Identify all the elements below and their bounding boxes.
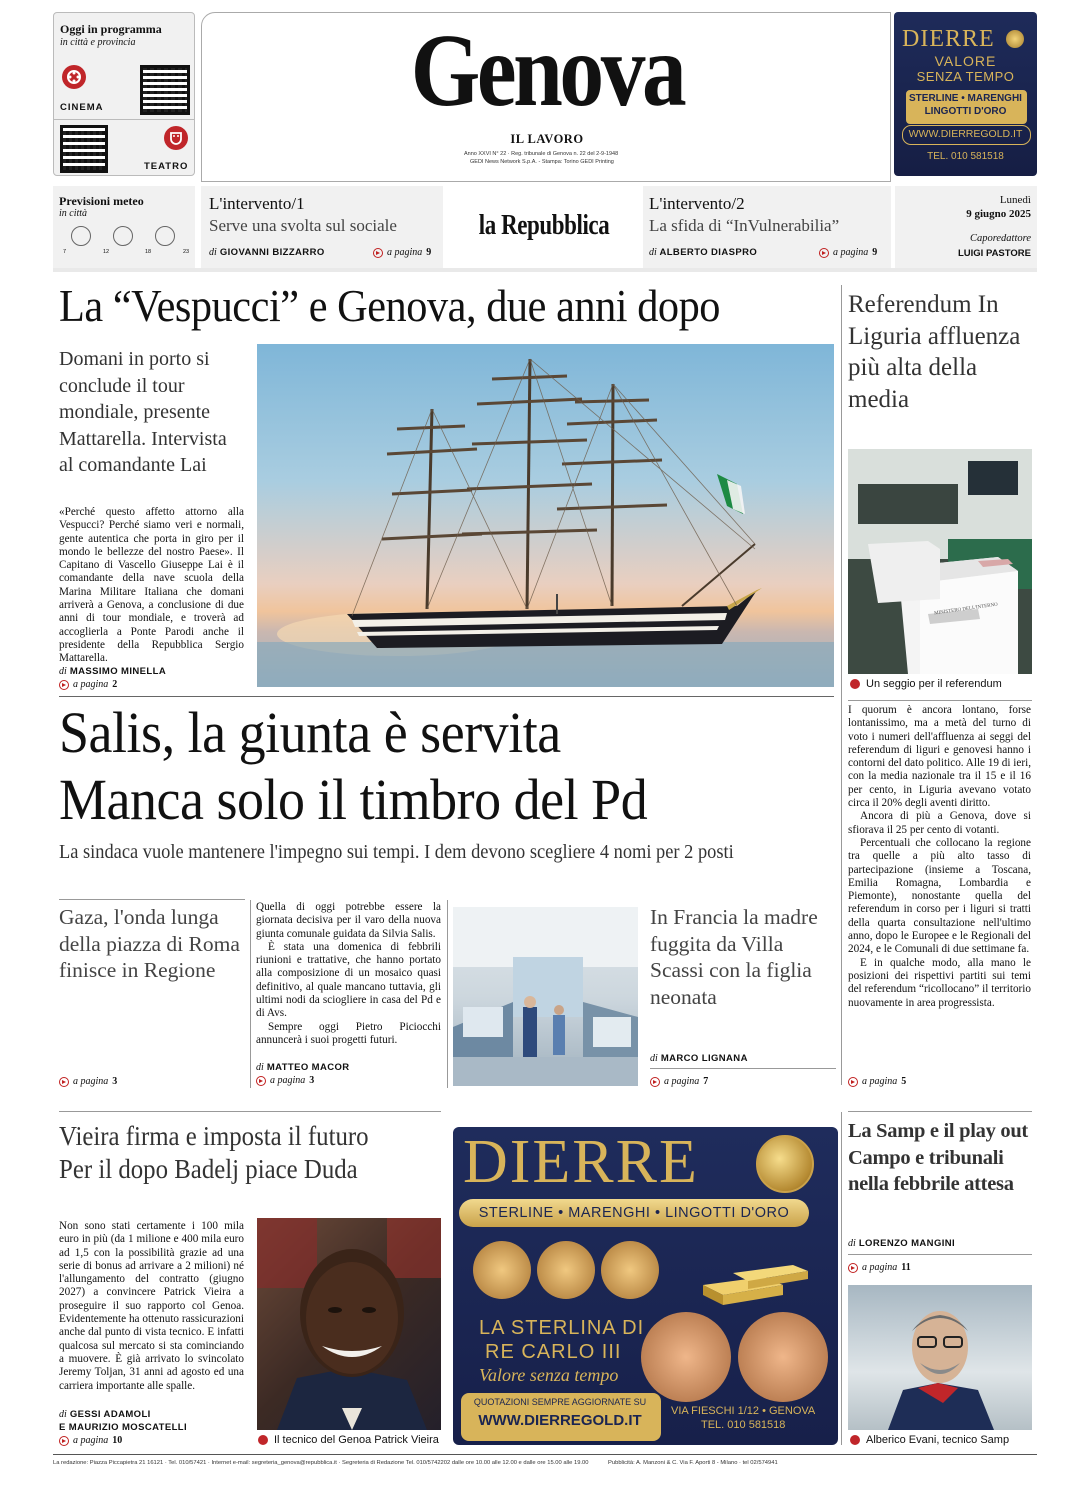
camera-icon: [850, 1435, 860, 1445]
giunta-para-1: Quella di oggi potrebbe essere la giornata decisiva per il varo della nuova giunta comunale guidata da Silvia Salis.: [256, 901, 441, 940]
footer-pubblicita: Pubblicità: A. Manzoni & C. Via F. Aporti 8 - Milano · tel 02/574941: [608, 1460, 778, 1466]
samp-title[interactable]: La Samp e il play out Campo e tribunali nella febbrile attesa: [848, 1120, 1028, 1195]
ad-top-dierre[interactable]: [894, 12, 1037, 176]
ad-top-url: WWW.DIERREGOLD.IT: [908, 128, 1023, 140]
intervento-1-byline: di GIOVANNI BIZZARRO: [209, 247, 325, 258]
teatro-icon: [164, 126, 188, 150]
meteo-sub: in città: [59, 208, 88, 219]
intervento-2-byline: di ALBERTO DIASPRO: [649, 247, 758, 258]
gaza-title[interactable]: Gaza, l'onda lunga della piazza di Roma finisce in Regione: [59, 905, 240, 982]
arrow-icon: [650, 1077, 660, 1087]
masthead-subtitle: IL LAVORO: [510, 132, 584, 146]
samp-byline: di LORENZO MANGINI: [848, 1238, 956, 1249]
date-box: [895, 186, 1037, 268]
meteo-hour: 12: [103, 249, 110, 255]
vieira-body: Non sono stati certamente i 100 mila euro in più (da 1 milione e 400 mila euro ad 1,5 con la possibilità grazie ad una serie di bonus ad arrivare a 2 milioni) né l'allungamento del contratto (giugno 2027) a convincere Patrick Vieira a proseguire il suo rapporto col Genoa. Evidentemente ha ottenuto rassicurazioni anche dal punto di vista tecnico. E infatti qualcosa sul mercato si sta cominciando a muovere. È già arrivato lo svincolato Jeremy Toljan, 31 anni ad agosto ed una carriera importante alle spalle.: [59, 1220, 244, 1392]
camera-icon: [258, 1435, 268, 1445]
lead-deck: Domani in porto si conclude il tour mondiale, presente Mattarella. Intervista al comandante Lai: [59, 348, 227, 476]
vieira-headline-2[interactable]: Per il dopo Badelj piace Duda: [59, 1154, 358, 1184]
sun-icon: [155, 226, 175, 246]
francia-page-link[interactable]: a pagina 7: [650, 1076, 708, 1087]
referendum-caption: Un seggio per il referendum: [850, 678, 1002, 690]
vieira-byline-1: di GESSI ADAMOLI: [59, 1409, 151, 1420]
ad-top-line1: VALORE: [934, 53, 997, 69]
camera-icon: [850, 679, 860, 689]
gold-coin-icon: [601, 1241, 659, 1299]
gold-coin-icon: [473, 1241, 531, 1299]
meteo-hour: 18: [145, 249, 152, 255]
gaza-page-link[interactable]: a pagina 3: [59, 1076, 117, 1087]
ad-top-line3: STERLINE • MARENGHI: [909, 93, 1022, 104]
ad-main-tel: TEL. 010 581518: [701, 1419, 786, 1431]
cinema-icon: [62, 65, 86, 89]
ad-main-line2: RE CARLO III: [485, 1341, 622, 1363]
referendum-page-link[interactable]: a pagina 5: [848, 1076, 906, 1087]
ad-main-dierre[interactable]: [453, 1127, 838, 1445]
gold-bars-icon: [693, 1255, 813, 1310]
salis-headline-1[interactable]: Salis, la giunta è servita: [59, 700, 561, 765]
editor-role: Caporedattore: [969, 233, 1031, 244]
repubblica-logo: la Repubblica: [449, 186, 639, 268]
referendum-para-4: E in qualche modo, alla mano le posizioni dei rispettivi partiti sui temi del referendum “ricollocano” il territorio nuovamente in area progressista.: [848, 956, 1031, 1009]
sun-icon: [71, 226, 91, 246]
ad-top-line2: SENZA TEMPO: [916, 69, 1015, 84]
referendum-title[interactable]: Referendum In Liguria affluenza più alta della media: [848, 291, 1021, 413]
referendum-para-2: Ancora di più a Genova, dove si sfiorava il 25 per cento di votanti.: [848, 810, 1031, 836]
vieira-caption: Il tecnico del Genoa Patrick Vieira: [258, 1434, 439, 1446]
intervento-1-title: Serve una svolta sul sociale: [209, 216, 397, 235]
gold-coin-icon: [738, 1312, 828, 1402]
referendum-body: [848, 704, 1031, 1010]
vieira-byline-2: E MAURIZIO MOSCATELLI: [59, 1422, 188, 1433]
sun-icon: [113, 226, 133, 246]
meteo-hour: 7: [63, 249, 67, 255]
samp-caption: Alberico Evani, tecnico Samp: [850, 1434, 1009, 1446]
lead-page-link[interactable]: a pagina 2: [59, 679, 117, 690]
vieira-headline-1[interactable]: Vieira firma e imposta il futuro: [59, 1121, 369, 1151]
masthead-box: [201, 12, 891, 182]
programma-title: Oggi in programma: [60, 22, 162, 36]
gold-coin-icon: [756, 1135, 814, 1193]
qr-code-teatro-icon[interactable]: [60, 125, 108, 173]
evani-photo: [848, 1285, 1032, 1430]
referendum-photo: [848, 449, 1032, 674]
ad-top-brand: DIERRE: [902, 26, 995, 52]
ad-main-line3: Valore senza tempo: [479, 1365, 619, 1385]
qr-code-cinema-icon[interactable]: [140, 65, 190, 115]
masthead-title: Genova: [410, 13, 684, 128]
arrow-icon: [373, 248, 383, 258]
ad-main-url: WWW.DIERREGOLD.IT: [478, 1412, 642, 1429]
referendum-para-3: Percentuali che collocano la regione tra quelle a più alto tasso di partecipazione (insieme a Toscana, Emilia Romagna, Lombardia e Piemonte), nonostante quella del referendum in corso per i liguri si tratti della quarta consultazione nell'ultimo anno, dopo le Europee e le Regionali del 2024, e le Comunali di due settimane fa.: [848, 836, 1031, 956]
ad-top-line4: LINGOTTI D'ORO: [924, 106, 1007, 117]
intervento-2[interactable]: [643, 186, 891, 268]
meteo-box: [53, 186, 195, 268]
intervento-2-title: La sfida di “InVulnerabilia”: [649, 216, 840, 235]
hospital-photo: [453, 907, 638, 1086]
arrow-icon: [59, 680, 69, 690]
meteo-title: Previsioni meteo: [59, 194, 144, 208]
intervento-1-page-link[interactable]: a pagina 9: [373, 247, 431, 258]
francia-title[interactable]: In Francia la madre fuggita da Villa Scassi con la figlia neonata: [650, 905, 818, 1009]
giunta-byline: di MATTEO MACOR: [256, 1062, 350, 1073]
gold-coin-icon: [641, 1312, 731, 1402]
intervento-2-kicker: L'intervento/2: [649, 194, 745, 213]
ad-main-addr: VIA FIESCHI 1/12 • GENOVA: [671, 1405, 816, 1417]
arrow-icon: [848, 1263, 858, 1273]
imprint-line-2: GEDI News Network S.p.A. - Stampa: Torino GEDI Printing: [470, 159, 614, 165]
date-day: Lunedì: [999, 194, 1031, 206]
arrow-icon: [848, 1077, 858, 1087]
vieira-page-link[interactable]: a pagina 10: [59, 1435, 122, 1446]
ad-main-line1: LA STERLINA DI: [479, 1317, 645, 1339]
referendum-para-1: I quorum è ancora lontano, forse lontanissimo, ma a metà del turno di voto i numeri dell'affluenza ai seggi del referendum di liguri e genovesi hanno i contorni del dato politico. Alle 19 di ieri, con la media nazionale tra il 15 e il 16 per cento, in Liguria avevano votato circa il 20% degli aventi diritto.: [848, 704, 1032, 810]
ballot-box-label: MINISTERO DELL'INTERNO: [933, 602, 999, 617]
giunta-para-3: Sempre oggi Pietro Piciocchi annuncerà i suoi progetti futuri.: [256, 1020, 441, 1046]
vieira-photo: [257, 1218, 441, 1430]
giunta-body: [256, 901, 441, 1047]
cinema-label: CINEMA: [60, 102, 104, 113]
ad-main-band: STERLINE • MARENGHI • LINGOTTI D'ORO: [478, 1205, 790, 1221]
gold-coin-icon: [537, 1241, 595, 1299]
salis-headline-2[interactable]: Manca solo il timbro del Pd: [59, 767, 648, 832]
arrow-icon: [819, 248, 829, 258]
programma-box: [53, 12, 195, 176]
samp-page-link[interactable]: a pagina 11: [848, 1262, 911, 1273]
intervento-2-page-link[interactable]: a pagina 9: [819, 247, 877, 258]
ad-top-tel: TEL. 010 581518: [927, 151, 1004, 162]
footer-redazione: La redazione: Piazza Piccapietra 21 16121 · Tel. 010/57421 · Internet e-mail: segreteria_genova@repubblica.it · Segreteria di Redazione Tel. 010/5742202 dalle ore 10.00 alle 12.00 e dalle ore 15.00 alle 19.00: [53, 1460, 589, 1466]
teatro-label: TEATRO: [144, 161, 189, 172]
lead-byline: di MASSIMO MINELLA: [59, 666, 167, 677]
arrow-icon: [59, 1077, 69, 1087]
date-full: 9 giugno 2025: [966, 208, 1031, 220]
salis-deck: La sindaca vuole mantenere l'impegno sui tempi. I dem devono scegliere 4 nomi per 2 posti: [59, 841, 734, 863]
meteo-hour: 23: [183, 249, 190, 255]
giunta-para-2: È stata una domenica di febbrili riunioni e trattative, che hanno portato alla composizione di un mosaico quasi definitivo, al quale mancano tuttavia, gli ultimi nodi da sciogliere in casa del Pd e di Avs.: [256, 940, 441, 1020]
editor-name: LUIGI PASTORE: [957, 248, 1031, 259]
ad-main-quote: QUOTAZIONI SEMPRE AGGIORNATE SU: [473, 1397, 647, 1407]
arrow-icon: [59, 1436, 69, 1446]
gold-coin-icon: [1006, 30, 1024, 48]
francia-byline: di MARCO LIGNANA: [650, 1053, 748, 1064]
imprint-line-1: Anno XXVI N° 22 · Reg. tribunale di Genova n. 22 del 2-9-1948: [464, 151, 619, 157]
arrow-icon: [256, 1076, 266, 1086]
intervento-1-kicker: L'intervento/1: [209, 194, 305, 213]
lead-body: «Perché questo affetto attorno alla Vespucci? Perché siamo veri e normali, gente autentica che porta in giro per il mondo le bellezze del nostro Paese». Il Capitano di Vascello Giuseppe Lai è il comandante della nave scuola della Marina Militare Italiana che domani arriverà a Genova, a conclusione di due anni di tour mondiale, e troverà ad accoglierla a Ponte Parodi anche il presidente della Repubblica Sergio Mattarella.: [59, 506, 244, 665]
lead-headline[interactable]: La “Vespucci” e Genova, due anni dopo: [59, 280, 721, 331]
ad-main-brand: DIERRE: [463, 1128, 699, 1196]
programma-sub: in città e provincia: [60, 37, 136, 48]
vespucci-photo: [257, 344, 834, 687]
intervento-1[interactable]: [201, 186, 443, 268]
giunta-page-link[interactable]: a pagina 3: [256, 1075, 314, 1086]
